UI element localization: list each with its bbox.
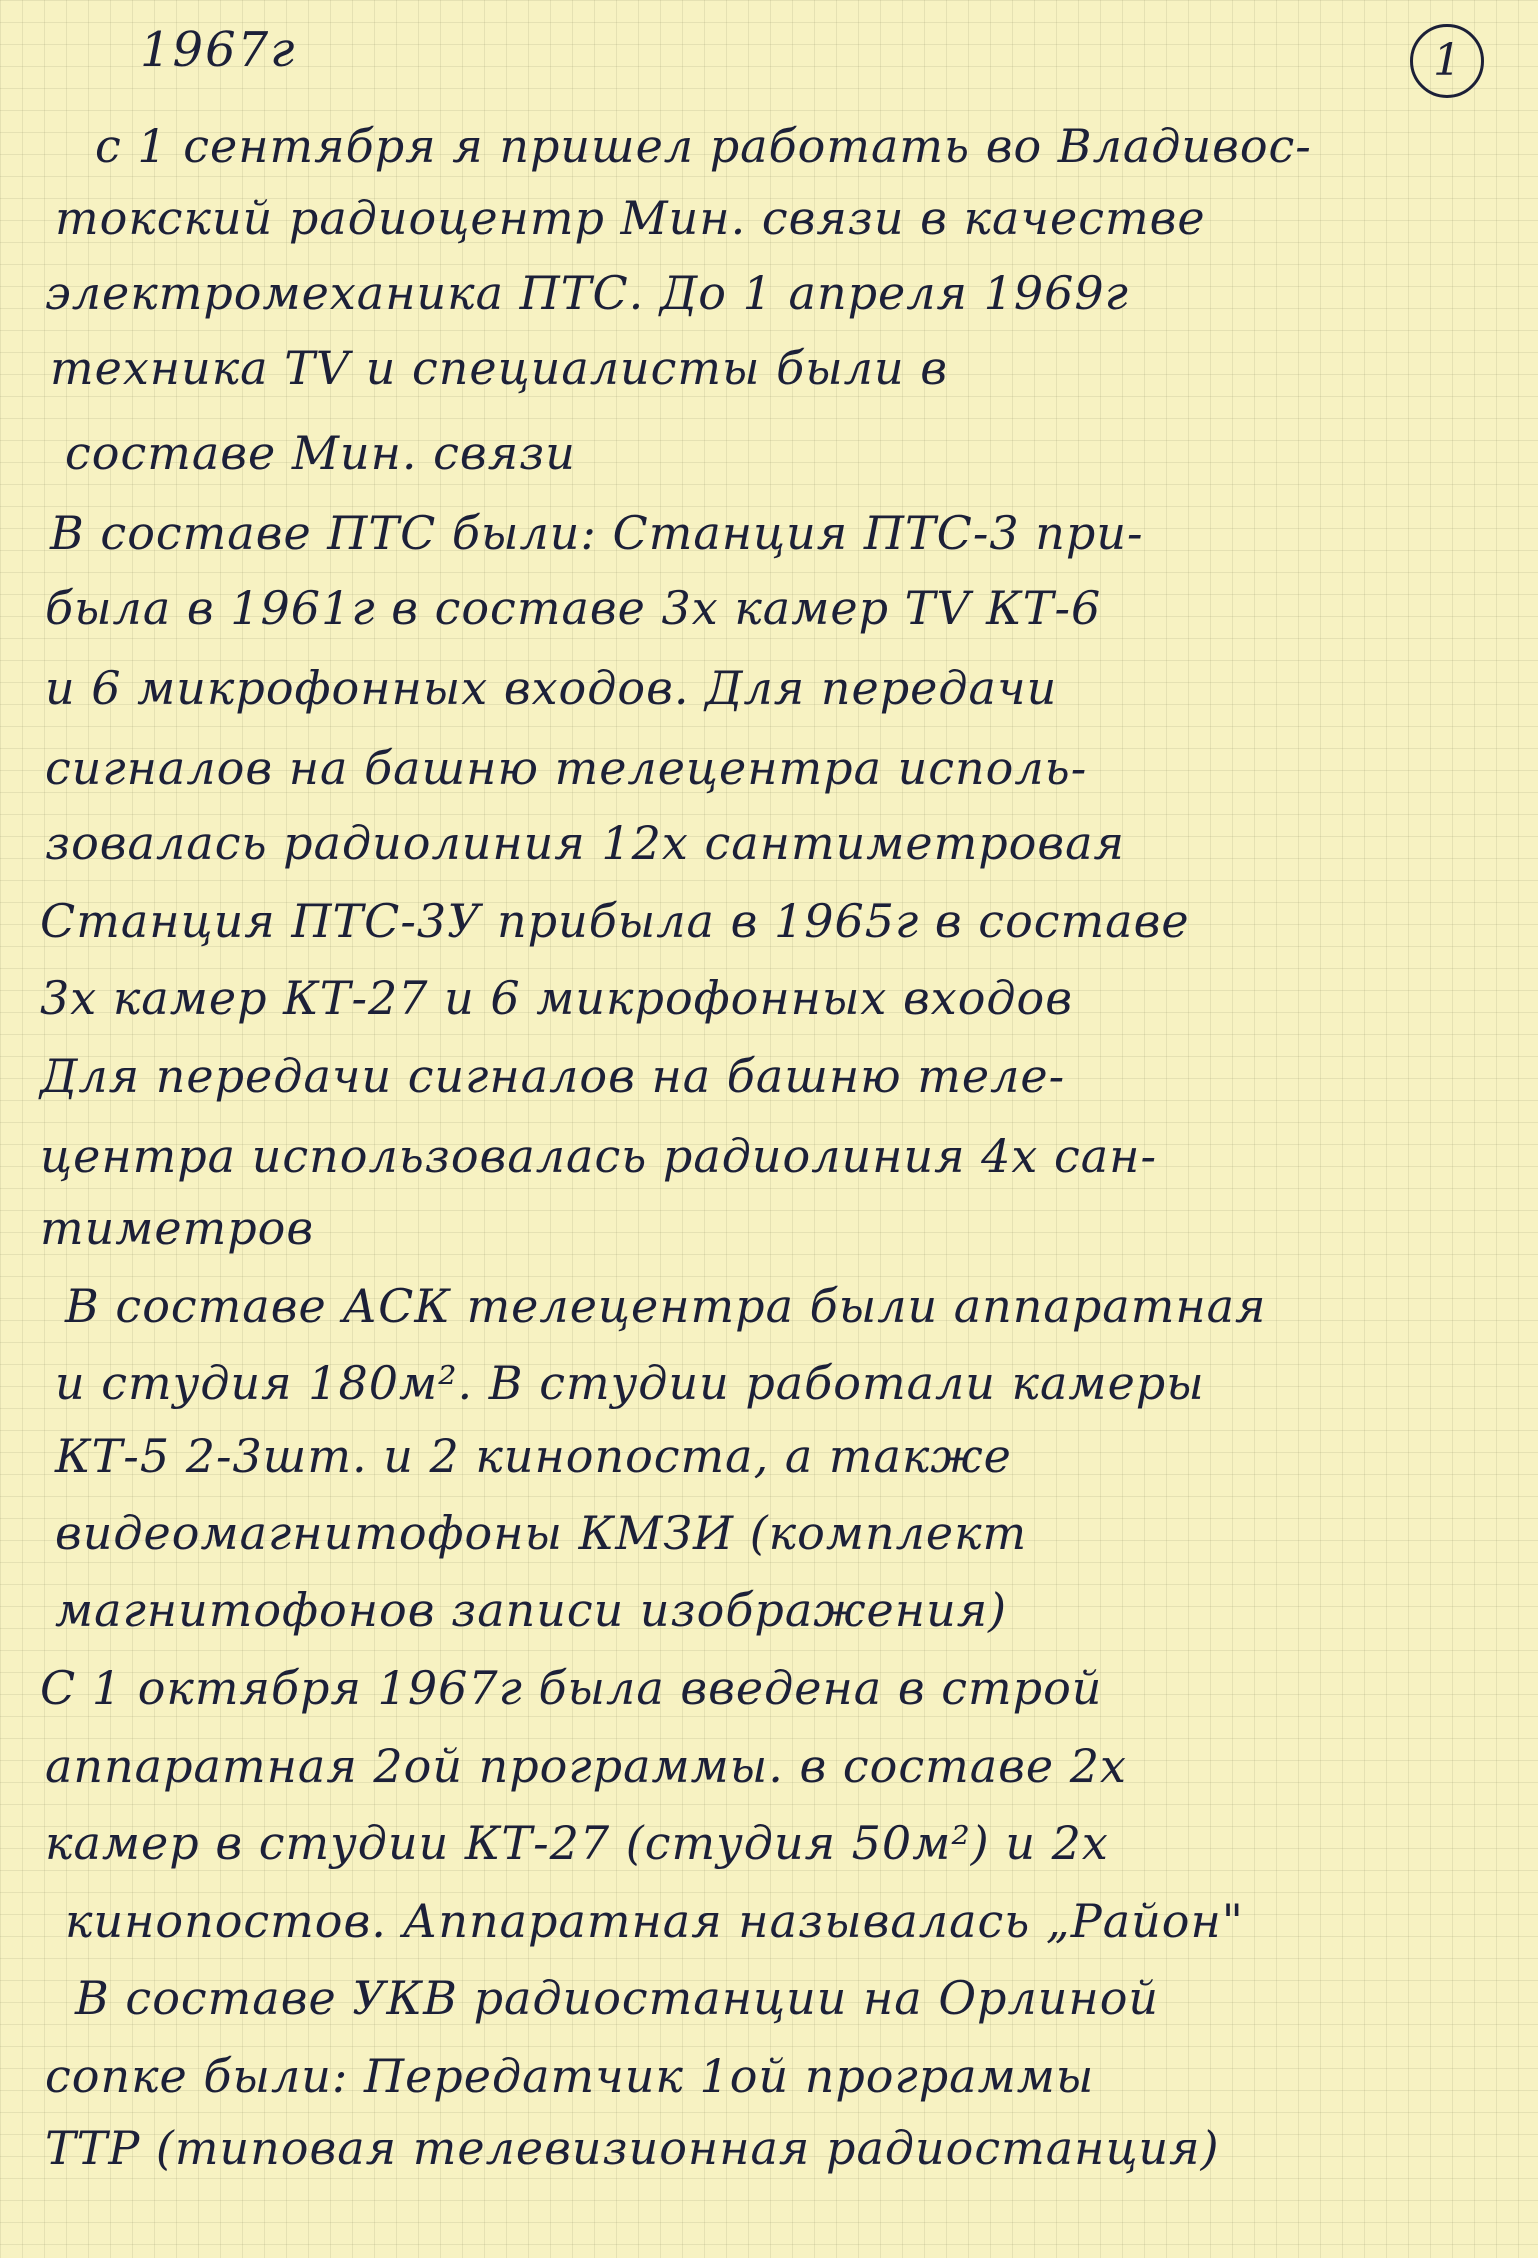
text-line: камер в студии КТ-27 (студия 50м²) и 2х <box>45 1816 1109 1870</box>
text-line: сигналов на башню телецентра исполь- <box>45 741 1088 795</box>
text-line: центра использовалась радиолиния 4х сан- <box>40 1129 1158 1183</box>
text-line: электромеханика ПТС. До 1 апреля 1969г <box>45 266 1129 320</box>
text-line: 3х камер КТ-27 и 6 микрофонных входов <box>40 971 1074 1025</box>
text-line: В составе ПТС были: Станция ПТС-3 при- <box>50 506 1144 560</box>
text-line: тиметров <box>40 1201 315 1255</box>
text-line: токский радиоцентр Мин. связи в качестве <box>55 191 1206 245</box>
text-line: и 6 микрофонных входов. Для передачи <box>45 661 1058 715</box>
text-line: Для передачи сигналов на башню теле- <box>40 1049 1066 1103</box>
text-line: была в 1961г в составе 3х камер TV КТ-6 <box>45 581 1102 635</box>
text-line: с 1 сентября я пришел работать во Владивос- <box>95 119 1312 173</box>
text-line: В составе АСК телецентра были аппаратная <box>65 1279 1267 1333</box>
page-number: 1 <box>1410 24 1484 98</box>
text-line: С 1 октября 1967г была введена в строй <box>40 1661 1103 1715</box>
text-line: сопке были: Передатчик 1ой программы <box>45 2049 1095 2103</box>
text-line: составе Мин. связи <box>65 426 576 480</box>
text-line: КТ-5 2-3шт. и 2 кинопоста, а также <box>55 1429 1012 1483</box>
text-line: ТТР (типовая телевизионная радиостанция) <box>45 2121 1220 2175</box>
text-line: техника TV и специалисты были в <box>50 341 948 395</box>
text-line: и студия 180м². В студии работали камеры <box>55 1356 1205 1410</box>
text-line: В составе УКВ радиостанции на Орлиной <box>75 1971 1160 2025</box>
text-line: кинопостов. Аппаратная называлась „Район" <box>65 1894 1244 1948</box>
text-line: аппаратная 2ой программы. в составе 2х <box>45 1739 1127 1793</box>
text-line: Станция ПТС-3У прибыла в 1965г в составе <box>40 894 1190 948</box>
page-year: 1967г <box>140 22 297 78</box>
text-line: видеомагнитофоны КМЗИ (комплект <box>55 1506 1028 1560</box>
text-line: магнитофонов записи изображения) <box>55 1583 1008 1637</box>
text-line: зовалась радиолиния 12х сантиметровая <box>45 816 1125 870</box>
